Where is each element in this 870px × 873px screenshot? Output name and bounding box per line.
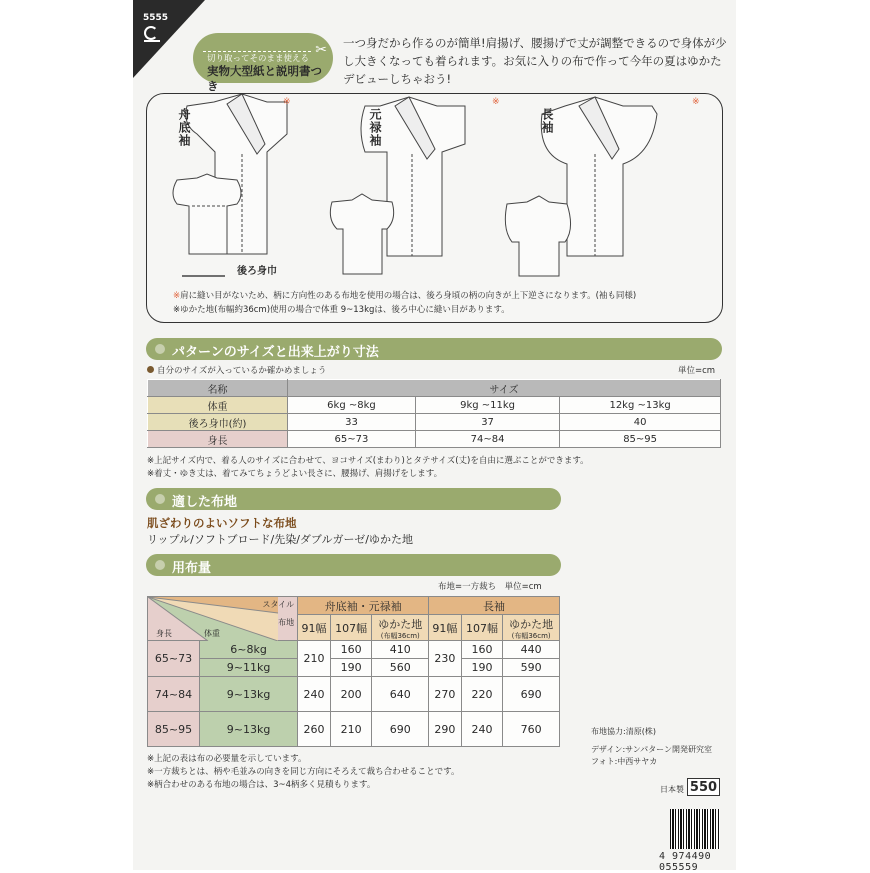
table-subheader-row: 91幅 107幅 ゆかた地 (布幅36cm) 91幅 107幅 ゆかた地 (布幅36cm)	[148, 615, 560, 641]
full-size-pattern-badge	[193, 33, 333, 93]
svg-text:※: ※	[492, 97, 500, 107]
style-label-genroku: 元禄袖	[368, 108, 382, 147]
barcode-icon	[670, 809, 720, 849]
diagram-note-2: ※ゆかた地(布幅約36cm)使用の場合で体重 9~13kgは、後ろ中心に縫い目があります。	[173, 305, 510, 315]
size-table	[147, 379, 721, 448]
fabric-headline: 肌ざわりのよいソフトな布地	[147, 516, 297, 530]
diagram-note-1: ※肩に縫い目がないため、柄に方向性のある布地を使用の場合は、後ろ身頃の柄の向きが上下逆さになります。(袖も同様)	[173, 291, 637, 301]
size-subtitle: 自分のサイズが入っているか確かめましょう	[147, 364, 326, 376]
pattern-envelope-page	[133, 0, 736, 873]
yardage-footnote-2: ※一方裁ちとは、柄や毛並みの向きを同じ方向にそろえて裁ち合わせることです。	[147, 767, 460, 777]
section-header-size: パターンのサイズと出来上がり寸法	[146, 338, 722, 360]
intro-text: 一つ身だから作るのが簡単!肩揚げ、腰揚げで丈が調整できるので身体が少し大きくなっても着られます。お気に入りの布で作って今年の夏はゆかたデビューしちゃおう!	[343, 36, 727, 86]
credit-fabric: 布地協力:清原(株)	[591, 727, 656, 736]
made-in-japan: 日本製	[660, 785, 684, 794]
table-header-row: スタイル 布地 身長 体重 舟底袖・元禄袖 長袖	[148, 597, 560, 615]
yardage-footnote-1: ※上記の表は布の必要量を示しています。	[147, 754, 307, 764]
table-row: 身長 65~73 74~84 85~95	[148, 431, 721, 448]
fabric-list: リップル/ソフトブロード/先染/ダブルガーゼ/ゆかた地	[147, 533, 413, 546]
scissors-icon: ✂	[315, 42, 327, 58]
price-box: 550	[687, 778, 720, 796]
product-code: 5555	[143, 13, 169, 23]
bullet-icon	[147, 366, 154, 373]
corner-header-cell: スタイル 布地 身長 体重	[148, 597, 298, 641]
size-footnote-1: ※上記サイズ内で、着る人のサイズに合わせて、ヨコサイズ(まわり)とタテサイズ(丈)を自由に選ぶことができます。	[147, 456, 589, 466]
badge-small-text: 切り取ってそのまま使える	[207, 54, 310, 64]
yardage-unit: 布地=一方裁ち 単位=cm	[438, 582, 542, 592]
svg-text:※: ※	[283, 97, 291, 107]
badge-big-text: 実物大型紙と説明書つき	[207, 64, 322, 93]
credit-design: デザイン:サンパターン開発研究室	[591, 745, 713, 754]
table-row: 85~95 9~13kg 260 210 690 290 240 760	[148, 712, 560, 747]
table-row: 後ろ身巾(約) 33 37 40	[148, 414, 721, 431]
credit-photo: フォト:中西サヤカ	[591, 757, 658, 766]
table-row: 65~73 6~8kg 210 160 410 230 160 440	[148, 641, 560, 659]
yardage-table	[147, 596, 560, 747]
table-row: 体重 6kg ~8kg 9kg ~11kg 12kg ~13kg	[148, 397, 721, 414]
yardage-footnote-3: ※柄合わせのある布地の場合は、3~4柄多く見積もります。	[147, 780, 376, 790]
style-label-funazoko: 舟底袖	[177, 108, 191, 147]
cut-line	[203, 51, 311, 52]
back-width-label: 後ろ身巾	[237, 266, 277, 277]
svg-text:※: ※	[692, 97, 700, 107]
size-unit: 単位=cm	[678, 366, 716, 376]
barcode-number: 4 974490 055559	[659, 851, 712, 873]
size-footnote-2: ※着丈・ゆき丈は、着てみてちょうどよい長さに、腰揚げ、肩揚げをします。	[147, 469, 443, 479]
table-row: 74~84 9~13kg 240 200 640 270 220 690	[148, 677, 560, 712]
style-label-nagasode: 長袖	[540, 108, 554, 134]
section-header-fabric: 適した布地	[146, 488, 561, 510]
section-header-yardage: 用布量	[146, 554, 561, 576]
table-header-row: 名称 サイズ	[148, 380, 721, 397]
brand-c-icon	[144, 26, 158, 40]
kimono-diagram-box	[146, 93, 723, 323]
table-row: 9~11kg 190 560 190 590	[148, 659, 560, 677]
